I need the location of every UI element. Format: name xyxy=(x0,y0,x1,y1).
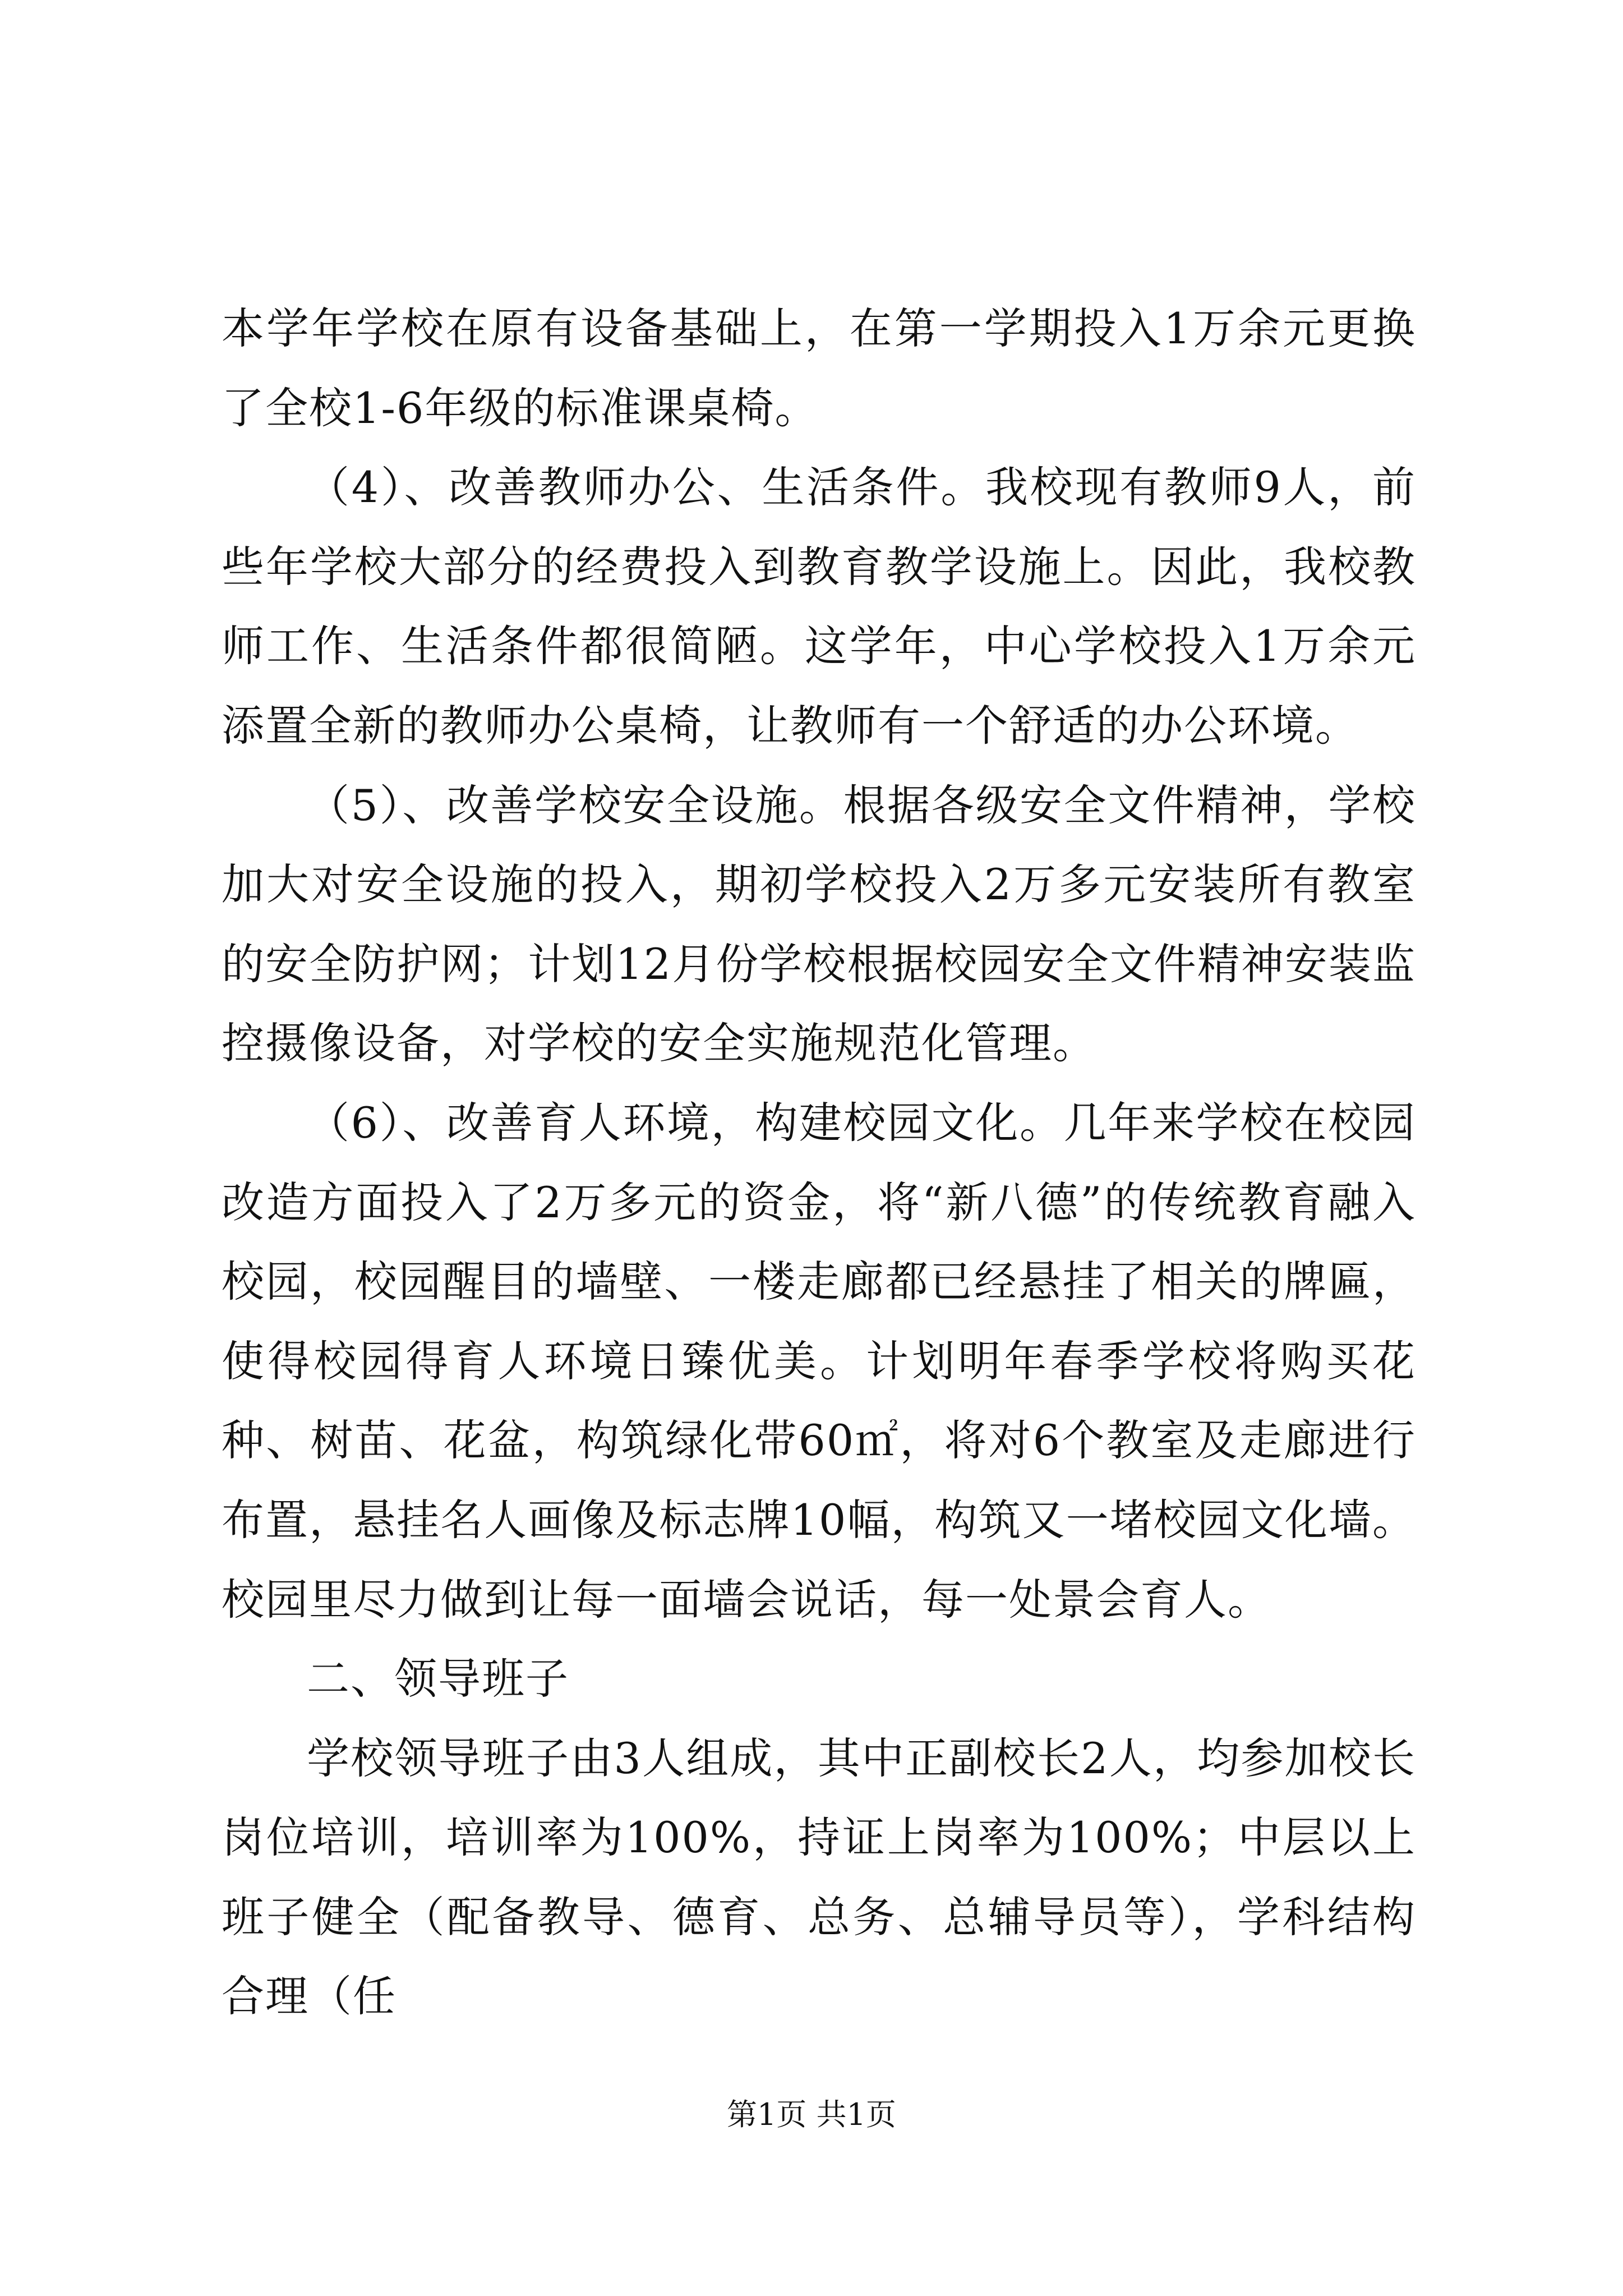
paragraph-teacher-conditions: （4）、改善教师办公、生活条件。我校现有教师9人，前些年学校大部分的经费投入到教育教学设施上。因此，我校教师工作、生活条件都很简陋。这学年，中心学校投入1万余元添置全新的教师办公桌椅，让教师有一个舒适的办公环境。 xyxy=(222,462,1416,751)
document-body xyxy=(222,289,1416,2036)
paragraph-safety-facilities: （5）、改善学校安全设施。根据各级安全文件精神，学校加大对安全设施的投入，期初学校投入2万多元安装所有教室的安全防护网；计划12月份学校根据校园安全文件精神安装监控摄像设备，对学校的安全实施规范化管理。 xyxy=(222,780,1416,1069)
paragraph-campus-culture: （6）、改善育人环境，构建校园文化。几年来学校在校园改造方面投入了2万多元的资金，将“新八德”的传统教育融入校园，校园醒目的墙壁、一楼走廊都已经悬挂了相关的牌匾，使得校园得育人环境日臻优美。计划明年春季学校将购买花种、树苗、花盆，构筑绿化带60㎡，将对6个教室及走廊进行布置，悬挂名人画像及标志牌10幅，构筑又一堵校园文化墙。校园里尽力做到让每一面墙会说话，每一处景会育人。 xyxy=(222,1097,1416,1625)
section-heading-leadership: 二、领导班子 xyxy=(307,1654,569,1704)
paragraph-desk-replacement: 本学年学校在原有设备基础上，在第一学期投入1万余元更换了全校1-6年级的标准课桌椅。 xyxy=(222,303,1416,433)
paragraph-leadership-team: 学校领导班子由3人组成，其中正副校长2人，均参加校长岗位培训，培训率为100%，持证上岗率为100%；中层以上班子健全（配备教导、德育、总务、总辅导员等），学科结构合理（任 xyxy=(222,1733,1416,2022)
page-footer: 第1页 共1页 xyxy=(727,2097,896,2132)
